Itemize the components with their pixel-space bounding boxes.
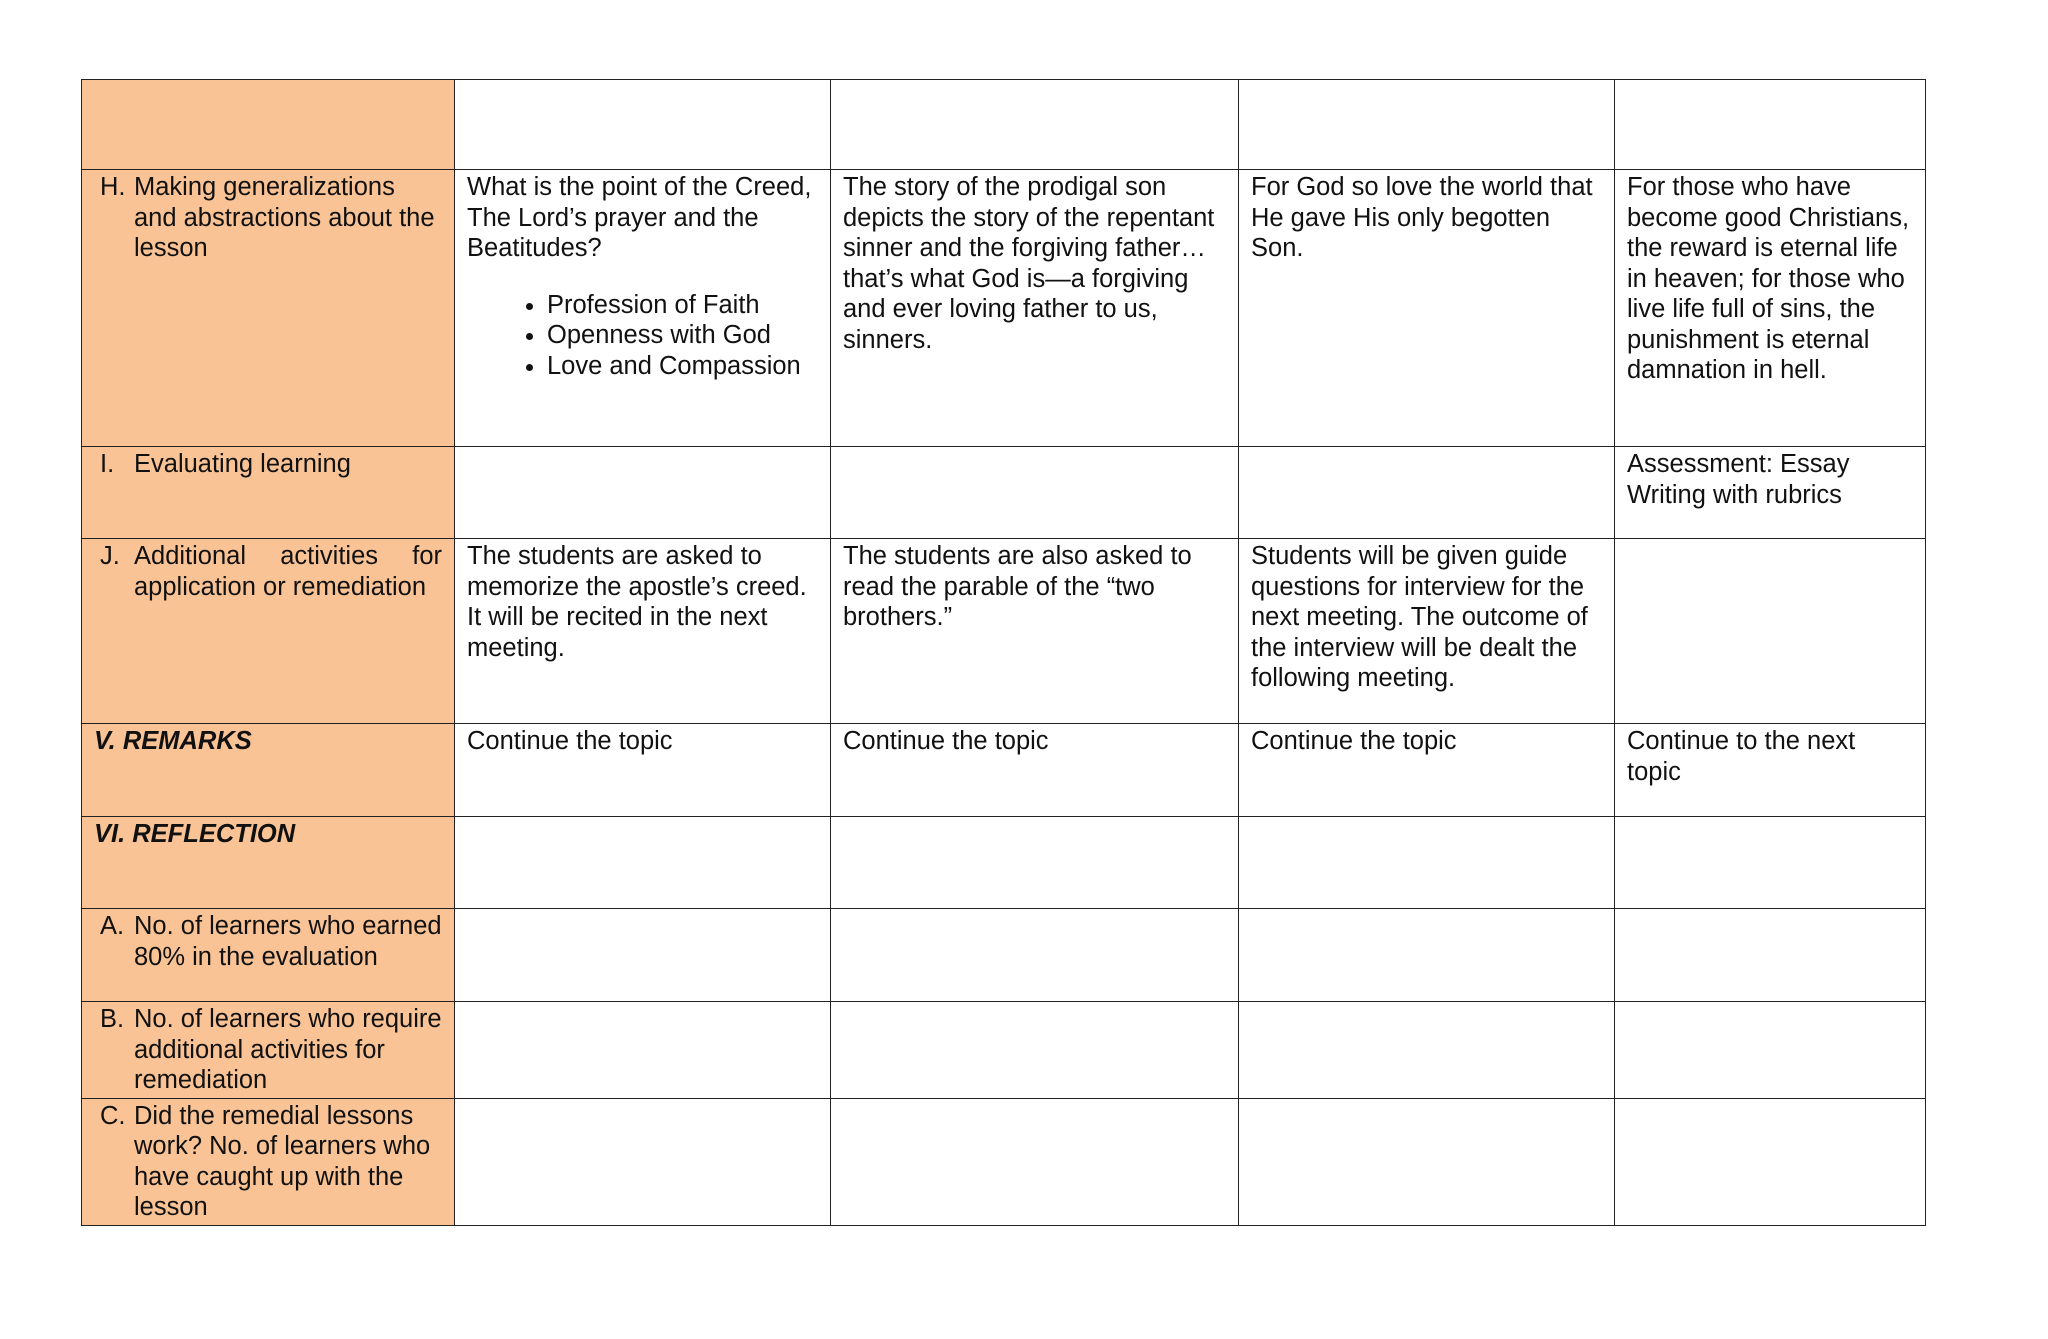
row-label-j [94,541,442,602]
cell-i-1 [455,447,831,539]
cell-h-1 [455,170,831,447]
table-row-remarks [82,724,1926,817]
list-item: • Openness with God [547,320,818,351]
cell-reflection-1 [455,817,831,909]
table-row-b [82,1002,1926,1099]
item-label: Additional activities for application or remediation [134,542,442,601]
cell-reflection-3 [1239,817,1615,909]
cell-top-1 [455,80,831,170]
cell-text: Continue the topic [1251,727,1457,755]
cell-text: The students are also asked to read the parable of the “two brothers.” [843,542,1192,631]
cell-b-1 [455,1002,831,1099]
table-row-h [82,170,1926,447]
row-label-i [94,449,442,480]
item-label: No. of learners who earned 80% in the evaluation [134,912,442,971]
label-cell-i [82,447,455,539]
item-letter: I. [100,450,115,478]
cell-i-3 [1239,447,1615,539]
cell-i-2 [831,447,1239,539]
cell-a-3 [1239,909,1615,1002]
table-row-i [82,447,1926,539]
row-label-c [94,1101,442,1223]
cell-b-4 [1615,1002,1926,1099]
label-cell-top [82,80,455,170]
cell-top-3 [1239,80,1615,170]
cell-top-2 [831,80,1239,170]
cell-text: What is the point of the Creed, The Lord’s prayer and the Beatitudes? [467,173,812,262]
item-letter: A. [100,912,125,940]
cell-c-2 [831,1098,1239,1225]
item-letter: B. [100,1005,125,1033]
cell-i-4 [1615,447,1926,539]
item-letter: C. [100,1101,126,1130]
cell-remarks-4 [1615,724,1926,817]
cell-h-3 [1239,170,1615,447]
section-heading-remarks: V. REMARKS [94,727,252,755]
item-label: No. of learners who require additional activities for remediation [134,1005,442,1094]
cell-text: Continue to the next topic [1627,727,1856,786]
cell-text: Assessment: Essay Writing with rubrics [1627,450,1850,509]
section-heading-reflection: VI. REFLECTION [94,820,296,848]
cell-text: For God so love the world that He gave His only begotten Son. [1251,173,1593,262]
cell-remarks-3 [1239,724,1615,817]
table-row-a [82,909,1926,1002]
cell-c-1 [455,1098,831,1225]
item-label: Making generalizations and abstractions about the lesson [134,173,435,262]
bullet-list [467,290,818,382]
row-label-b [94,1004,442,1096]
list-item: • Love and Compassion [547,351,818,382]
cell-j-3 [1239,539,1615,724]
item-letter: H. [100,173,126,201]
cell-text: The story of the prodigal son depicts the story of the repentant sinner and the forgiving father… that’s what God is—a forgiving and ever loving father to us, sinners. [843,173,1215,354]
table-row-top [82,80,1926,170]
cell-text: Continue the topic [843,727,1049,755]
cell-a-1 [455,909,831,1002]
item-label: Did the remedial lessons work? No. of learners who have caught up with the lesson [134,1101,431,1221]
cell-h-4 [1615,170,1926,447]
table-row-j [82,539,1926,724]
table-row-reflection [82,817,1926,909]
cell-b-3 [1239,1002,1615,1099]
item-label: Evaluating learning [134,450,351,478]
label-cell-remarks [82,724,455,817]
row-label-a [94,911,442,972]
cell-j-1 [455,539,831,724]
cell-h-2 [831,170,1239,447]
cell-reflection-4 [1615,817,1926,909]
cell-a-2 [831,909,1239,1002]
cell-remarks-2 [831,724,1239,817]
cell-remarks-1 [455,724,831,817]
cell-a-4 [1615,909,1926,1002]
cell-j-4 [1615,539,1926,724]
cell-text: Continue the topic [467,727,673,755]
lesson-plan-table [81,79,1926,1226]
cell-top-4 [1615,80,1926,170]
row-label-h [94,172,442,264]
cell-b-2 [831,1002,1239,1099]
label-cell-c [82,1098,455,1225]
cell-c-4 [1615,1098,1926,1225]
cell-c-3 [1239,1098,1615,1225]
label-cell-reflection [82,817,455,909]
cell-text: For those who have become good Christians, the reward is eternal life in heaven; for those who live life full of sins, the punishment is eternal damnation in hell. [1627,173,1910,384]
cell-text: The students are asked to memorize the apostle’s creed. It will be recited in the next meeting. [467,542,807,662]
cell-text: Students will be given guide questions for interview for the next meeting. The outcome of the interview will be dealt the following meeting. [1251,542,1588,692]
label-cell-a [82,909,455,1002]
table-row-c [82,1098,1926,1225]
item-letter: J. [100,542,120,570]
cell-reflection-2 [831,817,1239,909]
label-cell-h [82,170,455,447]
cell-j-2 [831,539,1239,724]
label-cell-b [82,1002,455,1099]
list-item: • Profession of Faith [547,290,818,321]
label-cell-j [82,539,455,724]
